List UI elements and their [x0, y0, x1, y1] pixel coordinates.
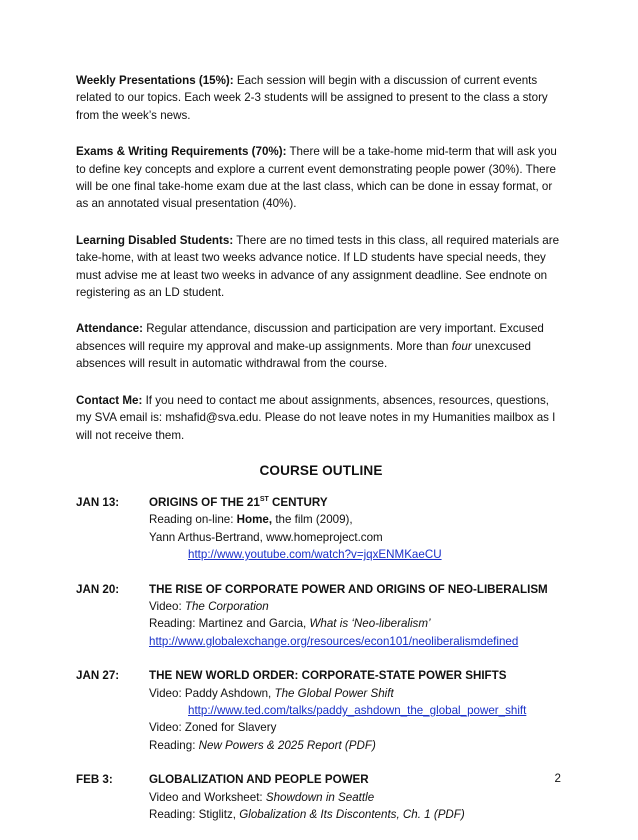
- video-prefix: Video: Paddy Ashdown,: [149, 686, 275, 700]
- document-page: [76, 72, 566, 840]
- session-author: Yann Arthus-Bertrand, www.homeproject.com: [149, 530, 383, 544]
- reading-title: New Powers & 2025 Report (PDF): [198, 738, 376, 752]
- paragraph-text: If you need to contact me about assignments, absences, resources, questions, my SVA email is: mshafid@sva.edu. Please do not leave notes in my Humanities mailbox as I will not receive them.: [76, 393, 556, 442]
- session-reading: [149, 737, 566, 754]
- weekly-presentations-paragraph: [76, 72, 566, 124]
- session-link-row: [149, 702, 566, 719]
- paragraph-heading: Contact Me:: [76, 393, 143, 407]
- paragraph-text: unexcused absences will result in automatic withdrawal from the course.: [76, 339, 531, 371]
- session-video-2: Video: Zoned for Slavery: [149, 721, 277, 735]
- video-title: The Corporation: [184, 599, 269, 613]
- outline-title: COURSE OUTLINE: [259, 462, 383, 478]
- paragraph-heading: Learning Disabled Students:: [76, 233, 234, 247]
- reading-rest: the film (2009),: [272, 513, 353, 527]
- session-date: JAN 13:: [76, 495, 120, 509]
- session-title: GLOBALIZATION AND PEOPLE POWER: [149, 773, 369, 787]
- session-link-row: [149, 546, 566, 563]
- globalexchange-link[interactable]: http://www.globalexchange.org/resources/econ101/neoliberalismdefined: [149, 634, 519, 648]
- reading-prefix: Reading:: [149, 738, 199, 752]
- attendance-paragraph: [76, 320, 566, 372]
- reading-prefix: Reading: Martinez and Garcia,: [149, 617, 310, 631]
- paragraph-text: Regular attendance, discussion and participation are very important. Excused absences will require my approval and make-up assignments. More than: [76, 322, 544, 353]
- session-body: [149, 581, 566, 651]
- exams-paragraph: [76, 143, 566, 213]
- video-prefix: Video and Worksheet:: [149, 790, 266, 804]
- paragraph-heading: Exams & Writing Requirements (70%):: [76, 145, 287, 159]
- session-reading: [149, 615, 566, 632]
- page-number: 2: [554, 772, 561, 785]
- paragraph-emphasis: four: [451, 339, 472, 353]
- session-video: [149, 598, 566, 615]
- contact-paragraph: [76, 392, 566, 444]
- session-jan-27: [76, 667, 566, 754]
- session-feb-3: [76, 771, 566, 823]
- session-body: [149, 667, 566, 754]
- session-link-row: [149, 633, 566, 650]
- reading-prefix: Reading on-line:: [149, 513, 237, 527]
- reading-prefix: Reading: Stiglitz,: [149, 808, 240, 821]
- session-jan-13: [76, 494, 566, 564]
- reading-title: Home,: [236, 513, 273, 527]
- session-title-end: CENTURY: [268, 495, 328, 509]
- reading-title: Globalization & Its Discontents, Ch. 1 (PDF): [239, 808, 465, 821]
- session-date: JAN 20:: [76, 582, 120, 596]
- paragraph-heading: Attendance:: [76, 322, 143, 336]
- ld-students-paragraph: [76, 232, 566, 302]
- session-date: FEB 3:: [76, 773, 113, 787]
- session-title: THE NEW WORLD ORDER: CORPORATE-STATE POWER SHIFTS: [149, 669, 507, 683]
- session-reading: [149, 806, 566, 823]
- session-date: JAN 27:: [76, 669, 120, 683]
- paragraph-text: There are no timed tests in this class, all required materials are take-home, with at least two weeks advance notice. If LD students have special needs, they must advise me at least two weeks in advance of any assignment deadline. See endnote on registering as an LD student.: [76, 233, 560, 300]
- session-body: [149, 771, 566, 823]
- title-superscript: ST: [259, 496, 269, 504]
- reading-title: What is ‘Neo-liberalism’: [309, 617, 431, 631]
- video-title: Showdown in Seattle: [265, 790, 375, 804]
- session-video: [149, 685, 566, 702]
- session-title: THE RISE OF CORPORATE POWER AND ORIGINS OF NEO-LIBERALISM: [149, 582, 548, 596]
- video-prefix: Video:: [149, 599, 185, 613]
- session-jan-20: [76, 581, 566, 651]
- session-title-text: ORIGINS OF THE 21: [149, 495, 260, 509]
- youtube-link[interactable]: http://www.youtube.com/watch?v=jqxENMKaeCU: [188, 548, 442, 562]
- paragraph-text: There will be a take-home mid-term that will ask you to define key concepts and explore a current event demonstrating people power (30%). There will be one final take-home exam due at the last class, which can be done in essay format, or as an annotated visual presentation (40%).: [76, 145, 557, 211]
- paragraph-text: Each session will begin with a discussion of current events related to our topics. Each week 2-3 students will be assigned to present to the class a story from the week’s news.: [76, 74, 548, 122]
- ted-link[interactable]: http://www.ted.com/talks/paddy_ashdown_the_global_power_shift: [188, 703, 527, 717]
- session-body: [149, 494, 566, 564]
- session-reading: [149, 511, 566, 528]
- paragraph-heading: Weekly Presentations (15%):: [76, 74, 234, 87]
- session-title: [149, 494, 566, 511]
- session-video: [149, 789, 566, 806]
- video-title: The Global Power Shift: [274, 686, 394, 700]
